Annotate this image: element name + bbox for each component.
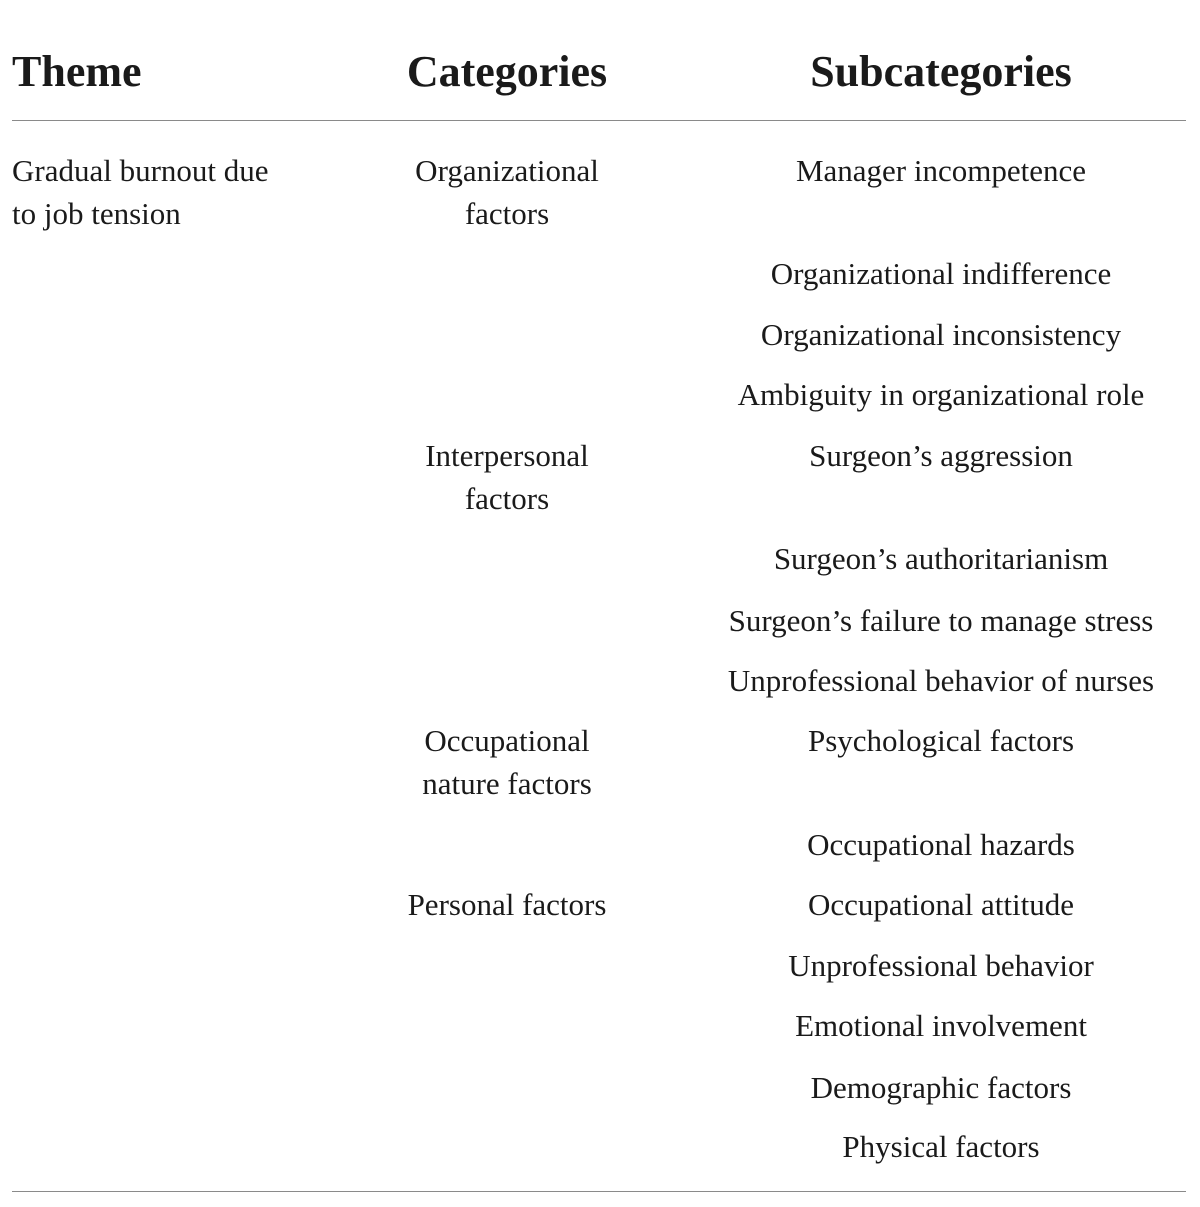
subcategory-item: Manager incompetence (795, 153, 1087, 188)
header-theme: Theme (12, 47, 142, 96)
category-line-1: Interpersonal (425, 438, 589, 473)
theme-line-2: to job tension (12, 196, 181, 231)
category-line-1: Personal factors (407, 887, 607, 922)
category-line-2: factors (464, 481, 550, 516)
table-bottom-rule (12, 1191, 1186, 1192)
subcategory-item: Ambiguity in organizational role (737, 377, 1145, 412)
category-line-1: Occupational (424, 723, 590, 758)
subcategory-item: Demographic factors (810, 1070, 1072, 1105)
subcategory-item: Surgeon’s aggression (809, 438, 1073, 473)
category-line-1: Organizational (415, 153, 599, 188)
subcategory-item: Unprofessional behavior (788, 948, 1094, 983)
category-occupational-nature (422, 719, 592, 805)
category-personal (408, 883, 607, 926)
subcategory-item: Psychological factors (807, 723, 1075, 758)
subcategory-item: Organizational inconsistency (760, 317, 1122, 352)
header-categories: Categories (406, 47, 608, 96)
header-rule (12, 120, 1186, 121)
category-interpersonal (425, 434, 589, 520)
subcategory-item: Surgeon’s authoritarianism (773, 541, 1109, 576)
subcategory-item: Physical factors (842, 1129, 1040, 1164)
header-subcategories: Subcategories (810, 47, 1072, 96)
category-line-2: nature factors (422, 766, 592, 801)
subcategory-item: Surgeon’s failure to manage stress (728, 603, 1154, 638)
subcategory-item: Unprofessional behavior of nurses (727, 663, 1155, 698)
subcategory-item: Emotional involvement (795, 1008, 1087, 1043)
subcategory-item: Occupational hazards (807, 827, 1075, 862)
theme-cell (12, 149, 269, 235)
subcategory-item: Organizational indifference (770, 256, 1112, 291)
category-line-2: factors (464, 196, 550, 231)
theme-line-1: Gradual burnout due (12, 153, 269, 188)
category-organizational (415, 149, 599, 235)
subcategory-item: Occupational attitude (808, 887, 1074, 922)
